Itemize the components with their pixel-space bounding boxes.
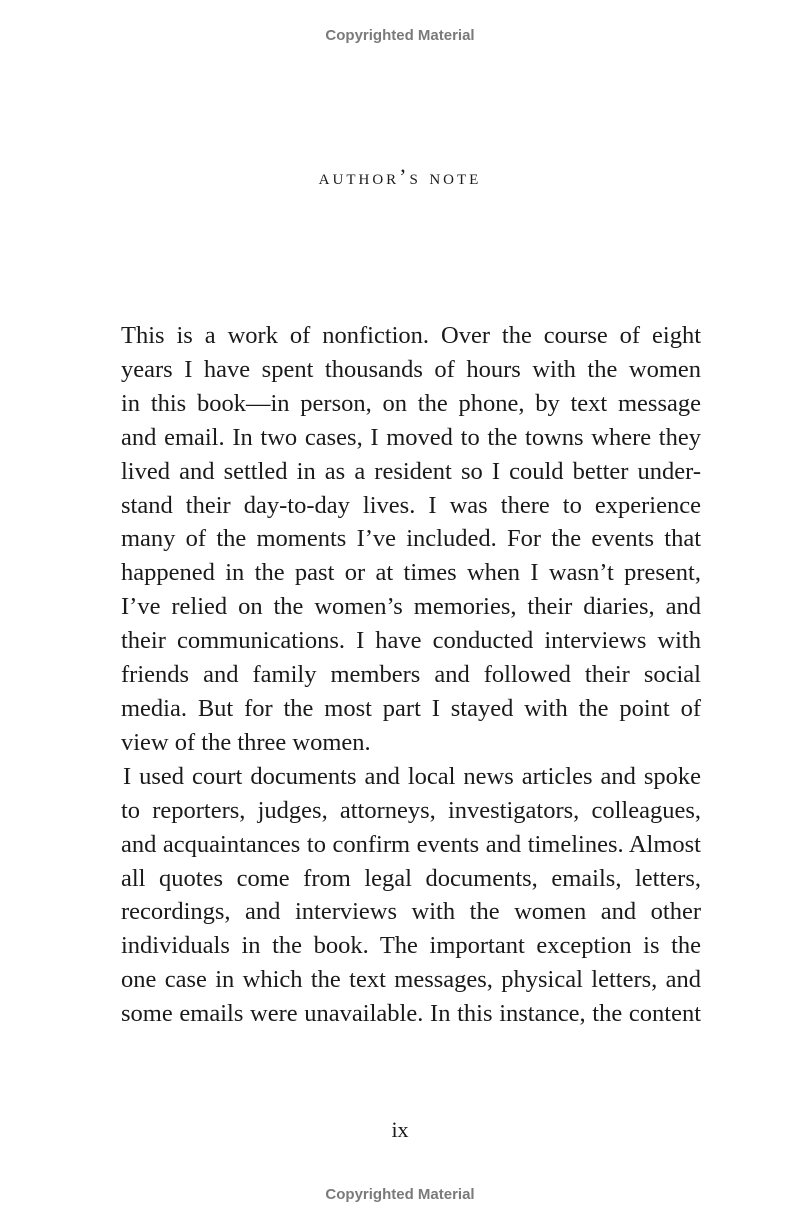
text-line: media. But for the most part I stayed with the point of xyxy=(121,694,701,722)
text-line: one case in which the text messages, physical letters, and xyxy=(121,966,701,994)
text-line: some emails were unavailable. In this instance, the content xyxy=(121,1000,701,1028)
paragraph-1 xyxy=(121,319,701,760)
page-number: ix xyxy=(391,1117,409,1142)
text-line: all quotes come from legal documents, emails, letters, xyxy=(121,864,701,892)
body-text xyxy=(121,319,701,1031)
paragraph-2 xyxy=(121,760,701,1031)
copyright-watermark-top: Copyrighted Material xyxy=(325,27,475,44)
text-line: recordings, and interviews with the women and other xyxy=(121,898,701,926)
text-line: stand their day-to-day lives. I was there to experience xyxy=(121,491,701,519)
copyright-watermark-bottom: Copyrighted Material xyxy=(325,1186,475,1203)
text-line: years I have spent thousands of hours with the women xyxy=(121,355,701,383)
text-line: and email. In two cases, I moved to the towns where they xyxy=(121,423,701,451)
text-line: I used court documents and local news articles and spoke xyxy=(123,762,701,790)
text-line: their communications. I have conducted interviews with xyxy=(121,627,701,655)
text-line: lived and settled in as a resident so I could better under- xyxy=(121,457,701,485)
text-line: to reporters, judges, attorneys, investigators, colleagues, xyxy=(121,796,701,824)
text-line: many of the moments I’ve included. For the events that xyxy=(121,525,701,553)
text-line: I’ve relied on the women’s memories, their diaries, and xyxy=(121,593,701,621)
text-line: happened in the past or at times when I wasn’t present, xyxy=(121,559,701,587)
text-line: view of the three women. xyxy=(121,728,371,756)
text-line: This is a work of nonfiction. Over the course of eight xyxy=(121,322,701,349)
chapter-heading: author’s note xyxy=(318,164,482,189)
text-line: in this book—in person, on the phone, by text message xyxy=(121,389,701,417)
text-line: and acquaintances to confirm events and timelines. Almost xyxy=(121,830,701,858)
text-line: individuals in the book. The important exception is the xyxy=(121,932,701,960)
text-line: friends and family members and followed their social xyxy=(121,661,701,689)
